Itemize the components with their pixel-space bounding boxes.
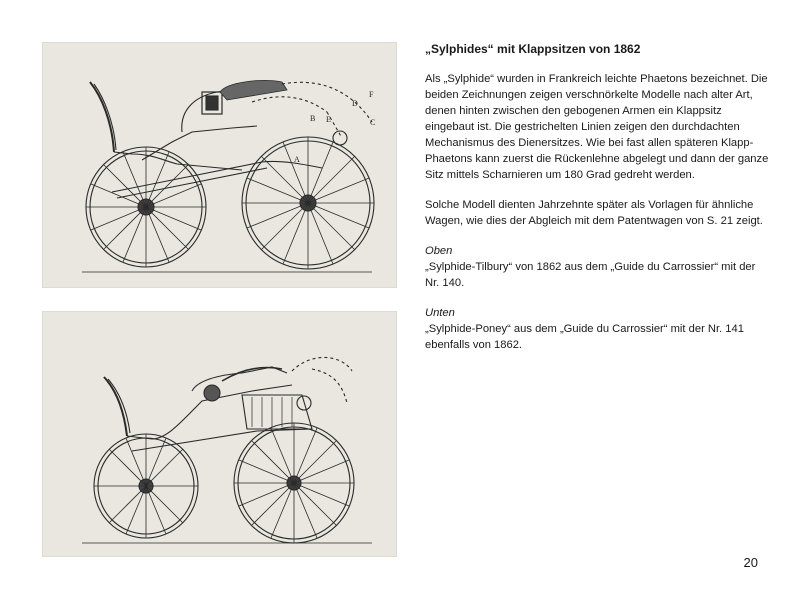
- article-paragraph-1: Als „Sylphide“ wurden in Frankreich leichte Phaetons bezeichnet. Die beiden Zeichnungen zeigen verschnörkelte Modelle nach alter Art, denen hinten zwischen den gebogenen Armen ein Klappsitz eingebaut ist. Die gestrichelten Linien zeigen den durchdachten Mechanismus des Dienersitzes. Wie bei fast allen späteren Klapp-Phaetons kann zuerst die Rückenlehne abgelegt und dann der ganze Sitz mittels Scharnieren um 180 Grad gedreht werden.: [425, 73, 769, 181]
- caption-top-heading: Oben: [425, 245, 453, 257]
- article-text-column: [425, 41, 770, 367]
- caption-bottom-text: „Sylphide-Poney“ aus dem „Guide du Carrossier“ mit der Nr. 141 ebenfalls von 1862.: [425, 323, 744, 351]
- sylphide-tilbury-illustration: [42, 42, 397, 288]
- label-d: D: [352, 99, 358, 108]
- label-c: C: [370, 118, 376, 127]
- page-number: 20: [743, 555, 758, 570]
- label-b: B: [310, 114, 316, 123]
- caption-top-text: „Sylphide-Tilbury“ von 1862 aus dem „Guide du Carrossier“ mit der Nr. 140.: [425, 261, 756, 289]
- label-f: F: [369, 90, 374, 99]
- sylphide-poney-illustration: [42, 311, 397, 557]
- article-title: „Sylphides“ mit Klappsitzen von 1862: [425, 42, 641, 56]
- label-e: E: [326, 115, 331, 124]
- caption-bottom-heading: Unten: [425, 307, 455, 319]
- article-paragraph-2: Solche Modell dienten Jahrzehnte später als Vorlagen für ähnliche Wagen, wie dies der Abgleich mit dem Patentwagen von S. 21 zeigt.: [425, 199, 763, 227]
- label-a: A: [294, 155, 300, 164]
